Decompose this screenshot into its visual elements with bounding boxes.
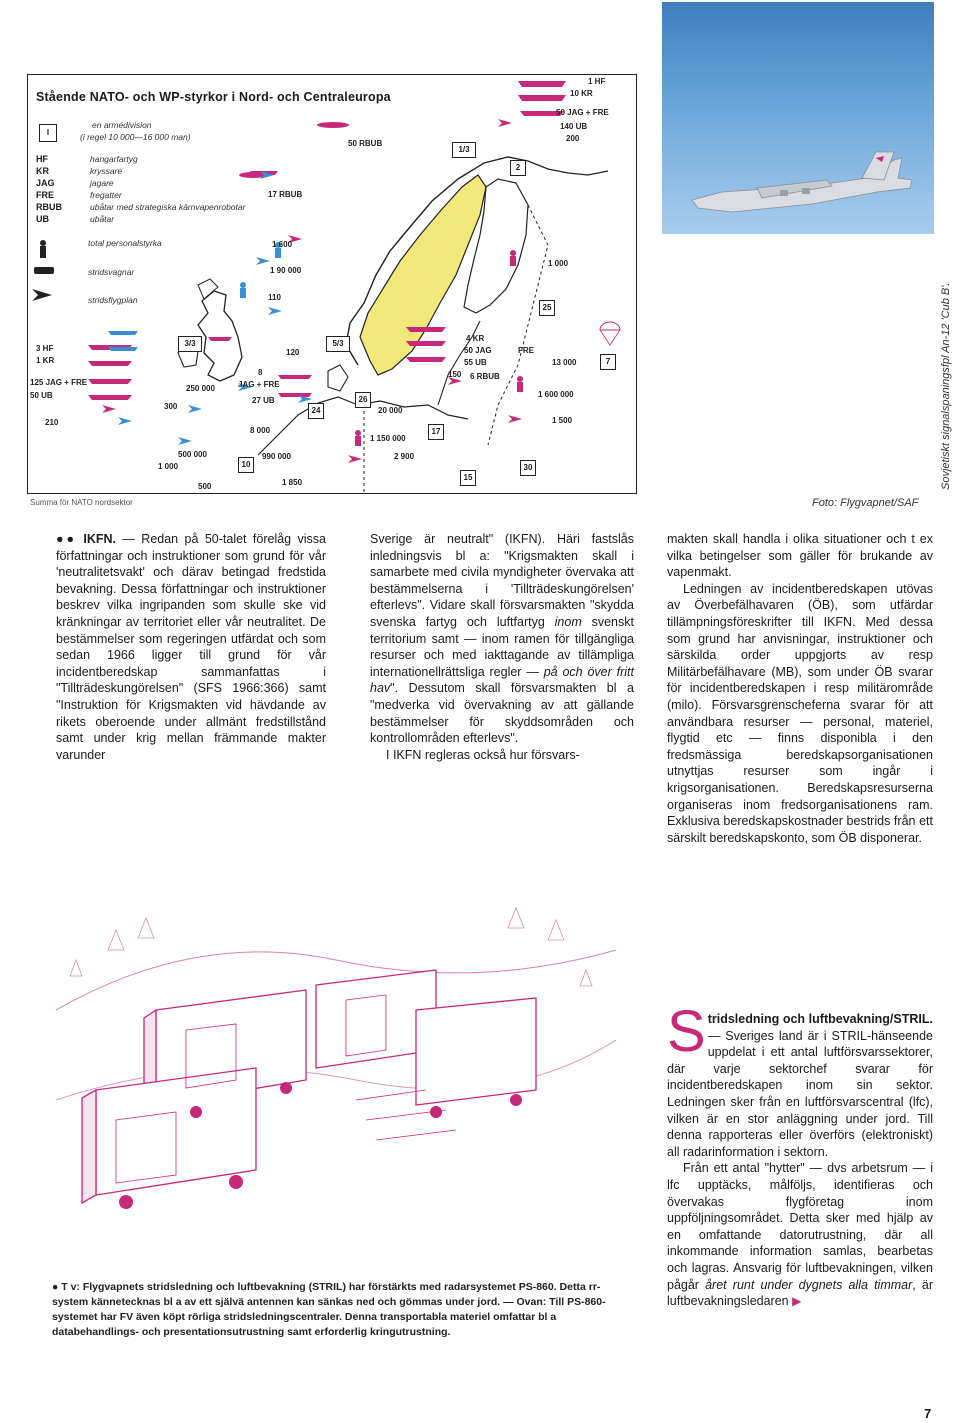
legend-code: FRE <box>36 190 54 200</box>
bullet-dots: ●● <box>56 532 84 546</box>
legend-code: RBUB <box>36 202 62 212</box>
fleet-label: 50 UB <box>30 391 53 400</box>
division-box: 3/3 <box>178 336 202 352</box>
map-label: 20 000 <box>378 406 403 415</box>
page-number: 7 <box>924 1406 932 1421</box>
map-label: 4 KR <box>466 334 485 343</box>
column-1 <box>56 531 326 763</box>
continue-arrow-icon: ▶ <box>792 1294 802 1309</box>
map-label: 150 <box>448 370 462 379</box>
fleet-label: 125 JAG + FRE <box>30 378 88 387</box>
map-label: 8 000 <box>250 426 271 435</box>
map-label: 6 RBUB <box>470 372 500 381</box>
legend-division-text: en armédivision <box>92 120 152 130</box>
stril-text-3: , är luftbevakningsledaren <box>667 1277 933 1309</box>
map-label: 110 <box>268 293 281 302</box>
map-label: 1 HF <box>588 77 606 86</box>
map-label: 300 <box>164 402 178 411</box>
map-label: 990 000 <box>262 452 291 461</box>
map-label: 1 000 <box>548 259 569 268</box>
map-label: 17 RBUB <box>268 190 303 199</box>
caption-bullet: ● <box>52 1281 62 1293</box>
division-box: 1/3 <box>452 142 476 158</box>
legend-division-note: (i regel 10 000—16 000 man) <box>80 132 191 142</box>
legend-aircraft: stridsflygplan <box>88 295 138 305</box>
map-label: 50 RBUB <box>348 139 383 148</box>
map-label: 10 KR <box>570 89 593 98</box>
map-label: 50 JAG <box>464 346 492 355</box>
legend-text: ubåtar med strategiska kärnvapenrobotar <box>90 202 246 212</box>
map-label: FRE <box>518 346 534 355</box>
map-label: 50 JAG + FRE <box>556 108 609 117</box>
map-label: 500 <box>198 482 212 491</box>
map-label: 1 90 000 <box>270 266 302 275</box>
legend-code: JAG <box>36 178 55 188</box>
side-caption: Sovjetiskt signalspaningsfpl An-12 'Cub B'. <box>940 282 952 490</box>
map-label: 8 <box>258 368 263 377</box>
legend-code: UB <box>36 214 49 224</box>
fleet-label: 3 HF <box>36 344 54 353</box>
division-box: 7 <box>600 354 616 370</box>
legend-personnel: total personalstyrka <box>88 238 162 248</box>
legend-text: fregatter <box>90 190 122 200</box>
map-label: 27 UB <box>252 396 275 405</box>
col1-text: — Redan på 50-talet förelåg vissa författningar och instruktioner som grund för vår 'neutralitetsvakt' och därav betingad fredstida bevakning. Dessa författningar och instruktioner beskrev vilka ingripanden som skulle ske vid kränkningar av territoriet eller vår neutralitet. De bestämmelser som regeringen utfärdat och som sedan 1966 ligger till grund för vår incidentberedskap sammanfattas i "Tillträdeskungörelsen" (SFS 1966:366) samt "Instruktion för Krigsmakten vid hävdande av rikets oberoende under allmänt fredstillstånd samt under krig mellan främmande makter varunder <box>56 532 327 762</box>
division-box: 10 <box>238 457 254 473</box>
map-title: Stående NATO- och WP-styrkor i Nord- och Centraleuropa <box>36 90 391 104</box>
map-label: JAG + FRE <box>238 380 280 389</box>
division-box: 2 <box>510 160 526 176</box>
map-label: 2 900 <box>394 452 415 461</box>
aircraft-illustration <box>662 2 934 234</box>
map-label: 1 600 <box>272 240 293 249</box>
map-label: 55 UB <box>464 358 487 367</box>
map-label: 120 <box>286 348 300 357</box>
division-box: 30 <box>520 460 536 476</box>
division-box: 15 <box>460 470 476 486</box>
map-label: 1 000 <box>158 462 179 471</box>
map-label: 210 <box>45 418 59 427</box>
map-label: 1 500 <box>552 416 573 425</box>
photo-credit: Foto: Flygvapnet/SAF <box>812 497 919 509</box>
column-3 <box>667 531 933 846</box>
column-3-stril <box>667 999 933 1310</box>
legend-text: ubåtar <box>90 214 115 224</box>
division-symbol-box: I <box>39 124 57 142</box>
col2-text-b: svenskt territorium samt — inom ramen för tillgängliga resurser och med iakttagande av tillämpliga internationellrättsliga regler — <box>370 614 634 679</box>
division-box: 25 <box>539 300 555 316</box>
illustration-drawing <box>56 890 616 1260</box>
legend-code: HF <box>36 154 48 164</box>
col2-text-c: ". Dessutom skall försvarsmakten bl a "medverka vid övervakning av att gällande bestämmelser för skyddsområden och kontrollområden efterlevs". <box>370 681 634 746</box>
map-label: 250 000 <box>186 384 215 393</box>
col2-text-a: Sverige är neutralt" (IKFN). Häri fastslås inledningsvis bl a: "Krigsmakten skall i samarbete med civila myndigheter övervaka att bestämmelserna i 'Tillträdeskungörelsen' efterlevs". Vidare skall försvarsmakten "skydda svenska fartyg och luftfartyg <box>370 532 634 629</box>
col2-italic-b: på och över fritt hav <box>370 664 634 696</box>
side-caption-wrap <box>940 0 960 500</box>
map-label: 13 000 <box>552 358 577 367</box>
stril-italic: året runt under dygnets alla timmar <box>705 1277 913 1292</box>
map-label: 500 000 <box>178 450 207 459</box>
stril-text-1: — Sveriges land är i STRIL-hänseende uppdelat i ett antal luftförsvarssektorer, där varje sektorchef svarar för incidentberedskapen inom sin sektor. Ledningen sker från en luftförsvarscentral (lfc), vilken är en stor anläggning under jord. Till denna rapporteras eller överförs (elektroniskt) all radarinformation i sektorn. <box>667 1028 933 1159</box>
caption-text: T v: Flygvapnets stridsledning och luftbevakning (STRIL) har förstärkts med radarsystemet PS-860. Detta rr-system kännetecknas bl a av ett självä antennen kan sänkas ned och gömmas under jord. — Ovan: Till PS-860-systemet har FV även köpt rörliga stridsledningscentraler. Denna transportabla materiel omfattar bl a databehandlings- och presentationsutrustning samt erforderlig kringutrustning. <box>52 1281 606 1338</box>
legend-code: KR <box>36 166 49 176</box>
column-2 <box>370 531 634 763</box>
ikfn-lead: IKFN. <box>83 532 116 546</box>
col2-italic-a: inom <box>554 614 582 629</box>
division-box: 26 <box>355 392 371 408</box>
legend-text: kryssare <box>90 166 123 176</box>
drop-cap: S <box>667 999 706 1064</box>
division-box: 17 <box>428 424 444 440</box>
map-label: 1 850 <box>282 478 303 487</box>
map-label: 200 <box>566 134 580 143</box>
map-label: 140 UB <box>560 122 588 131</box>
col3-para-1: makten skall handla i olika situationer och t ex vilka betingelser som gäller för brukande av vapenmakt. <box>667 532 933 580</box>
fleet-label: 1 KR <box>36 356 55 365</box>
stril-text-2: Från ett antal "hytter" — dvs arbetsrum — i lfc upptäcks, målföljs, identifieras och övervakas flygföretag inom uppföljningsområdet. Detta sker med hjälp av en omfattande datorutrustning, där all inkommande information samlas, bearbetas och lagras. Ansvarig för luftbevakningen, vilken pågår <box>667 1161 933 1292</box>
stril-lead: tridsledning och luftbevakning/STRIL. <box>707 1012 933 1026</box>
map-label: 1 600 000 <box>538 390 574 399</box>
col3-para-2: Ledningen av incidentberedskapen utövas av Överbefälhavaren (ÖB), som utfärdar tillämpningsföreskrifter till IKFN. Med dessa som grund har anvisningar, instruktioner och särskilda order uppgjorts av resp Militärbefälhavare (MB), som under ÖB svarar för incidentberedskapen i resp militärområde (milo). Försvarsgrenscheferna svarar för att användbara resurser — personal, materiel, flygtid etc — finns disponibla i den fredsmässiga beredskapsorganisationen utnyttjas resurser som ingår i krigsorganisationen. Beredskapsresurserna organiseras inom fredsorganisationens ram. Exklusiva beredskapskostnader bestrids från ett särskilt beredskapskonto, som ÖB disponerar. <box>667 581 933 845</box>
aircraft-photo <box>662 2 934 234</box>
col2-para-2: I IKFN regleras också hur försvars- <box>386 747 580 762</box>
map-footnote: Summa för NATO nordsektor <box>30 498 133 507</box>
legend-text: jagare <box>90 178 114 188</box>
division-box: 5/3 <box>326 336 350 352</box>
map-label: 1 150 000 <box>370 434 406 443</box>
mobile-centers-illustration <box>56 890 616 1260</box>
legend-tanks: stridsvagnar <box>88 267 135 277</box>
legend-text: hangarfartyg <box>90 154 138 164</box>
division-box: 24 <box>308 403 324 419</box>
illustration-caption <box>52 1280 607 1340</box>
